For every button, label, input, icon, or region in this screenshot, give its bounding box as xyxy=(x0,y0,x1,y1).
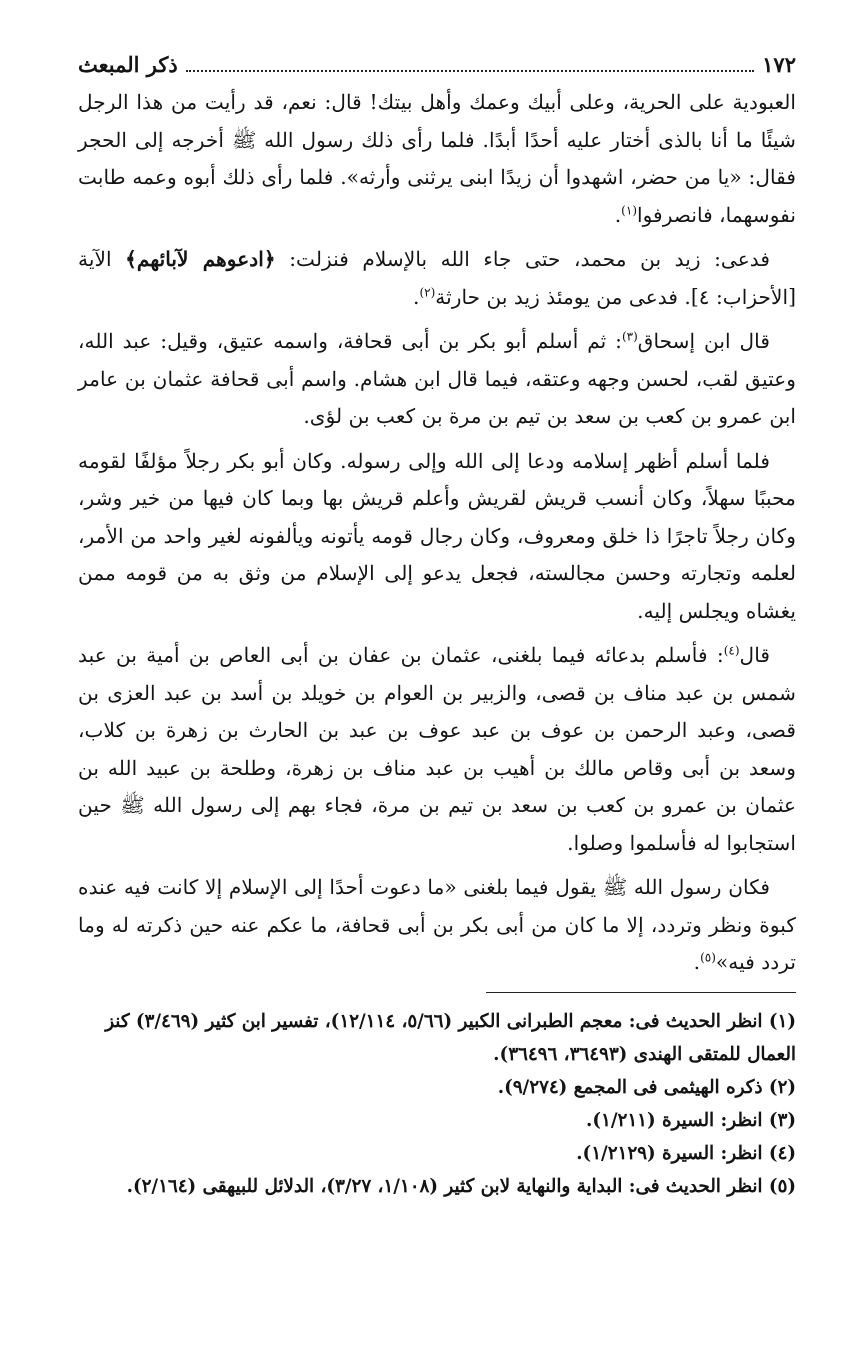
paragraph-text: قال xyxy=(739,643,770,667)
header-dotted-leader xyxy=(186,70,754,72)
quran-verse: ﴿ادعوهم لآبائهم﴾ xyxy=(125,247,276,271)
footnote-ref-4: (٤) xyxy=(723,643,740,658)
running-header xyxy=(78,50,796,84)
paragraph-tail: . xyxy=(413,284,420,309)
paragraph-tail: . xyxy=(693,950,701,974)
paragraph-text: فلما أسلم أظهر إسلامه ودعا إلى الله وإلى رسوله. وكان أبو بكر رجلاً مؤلفًا لقومه محببًا سهلاً، وكان أنسب قريش لقريش وأعلم قريش بها وبما كان فيها من خير وشر، وكان رجلاً تاجرًا ذا خلق ومعروف، وكان رجال قومه يأتونه ويألفونه لغير واحد من الأمر، لعلمه وتجارته وحسن مجالسته، فجعل يدعو إلى الإسلام من وثق به من قومه ممن يغشاه ويجلس إليه. xyxy=(78,448,796,623)
paragraph-6 xyxy=(78,869,796,982)
footnote-5: (٥) انظر الحديث فى: البداية والنهاية لابن كثير (١/١٠٨، ٣/٢٧)، الدلائل للبيهقى (٢/١٦٤). xyxy=(126,1175,796,1197)
footnote-ref-2: (٢) xyxy=(419,284,436,299)
paragraph-text: فدعى: زيد بن محمد، حتى جاء الله بالإسلام فنزلت: xyxy=(275,247,771,271)
paragraph-text: العبودية على الحرية، وعلى أبيك وعمك وأهل بيتك! قال: نعم، قد رأيت من هذا الرجل شيئًا ما أنا بالذى أختار عليه أحدًا أبدًا. فلما رأى ذلك رسول الله ﷺ أخرجه إلى الحجر فقال: «يا من حضر، اشهدوا أن زيدًا ابنى يرثنى وأرثه». فلما رأى ذلك أبوه وعمه طابت نفوسهما، فانصرفوا xyxy=(78,90,796,227)
paragraph-5 xyxy=(78,637,796,862)
footnote-3: (٣) انظر: السيرة (١/٢١١). xyxy=(586,1109,796,1131)
paragraph-text: : فأسلم بدعائه فيما بلغنى، عثمان بن عفان بن أبى العاص بن أمية بن عبد شمس بن عبد مناف بن قصى، والزبير بن العوام بن خويلد بن أسد بن عبد العزى بن قصى، وعبد الرحمن بن عوف بن عبد عوف بن عبد بن الحارث بن زهرة بن كلاب، وسعد بن أبى وقاص مالك بن أهيب بن عبد مناف بن زهرة، وطلحة بن عبيد الله بن عثمان بن عمرو بن كعب بن سعد بن تيم بن مرة، فجاء بهم إلى رسول الله ﷺ حين استجابوا له فأسلموا وصلوا. xyxy=(78,643,796,855)
paragraph-text: الآية [الأحزاب: ٤]. فدعى من يومئذ زيد بن حارثة xyxy=(78,247,796,309)
paragraph-1 xyxy=(78,84,796,234)
footnote-2: (٢) ذكره الهيثمى فى المجمع (٩/٢٧٤). xyxy=(497,1076,796,1098)
section-title: ذكر المبعث xyxy=(78,52,178,77)
paragraph-tail: . xyxy=(614,202,622,227)
paragraph-2 xyxy=(78,241,796,316)
page-number: ١٧٢ xyxy=(762,52,796,77)
paragraph-3 xyxy=(78,323,796,436)
footnote-divider xyxy=(486,992,796,993)
footnotes xyxy=(78,1005,796,1203)
footnote-1: (١) انظر الحديث فى: معجم الطبرانى الكبير (٥/٦٦، ١٢/١١٤)، تفسير ابن كثير (٣/٤٦٩) كنز العمال للمتقى الهندى (٣٦٤٩٣، ٣٦٤٩٦). xyxy=(105,1010,796,1065)
footnote-ref-5: (٥) xyxy=(700,950,716,965)
paragraph-text: : ثم أسلم أبو بكر بن أبى قحافة، واسمه عتيق، وقيل: عبد الله، وعتيق لقب، لحسن وجهه وعتقه، فيما قال ابن هشام. واسم أبى قحافة عثمان بن عامر ابن عمرو بن كعب بن سعد بن تيم بن مرة بن كعب بن لؤى. xyxy=(78,329,796,428)
footnote-ref-1: (١) xyxy=(621,202,637,217)
paragraph-text: فكان رسول الله ﷺ يقول فيما بلغنى «ما دعوت أحدًا إلى الإسلام إلا كانت فيه عنده كبوة ونظر وتردد، إلا ما كان من أبى بكر بن أبى قحافة، ما عكم عنه حين ذكرته له وما تردد فيه» xyxy=(78,875,796,974)
footnote-4: (٤) انظر: السيرة (١/٢١٢٩). xyxy=(576,1142,796,1164)
paragraph-text: قال ابن إسحاق xyxy=(637,329,770,353)
main-text xyxy=(78,84,796,982)
footnote-ref-3: (٣) xyxy=(621,329,638,344)
paragraph-4 xyxy=(78,443,796,631)
